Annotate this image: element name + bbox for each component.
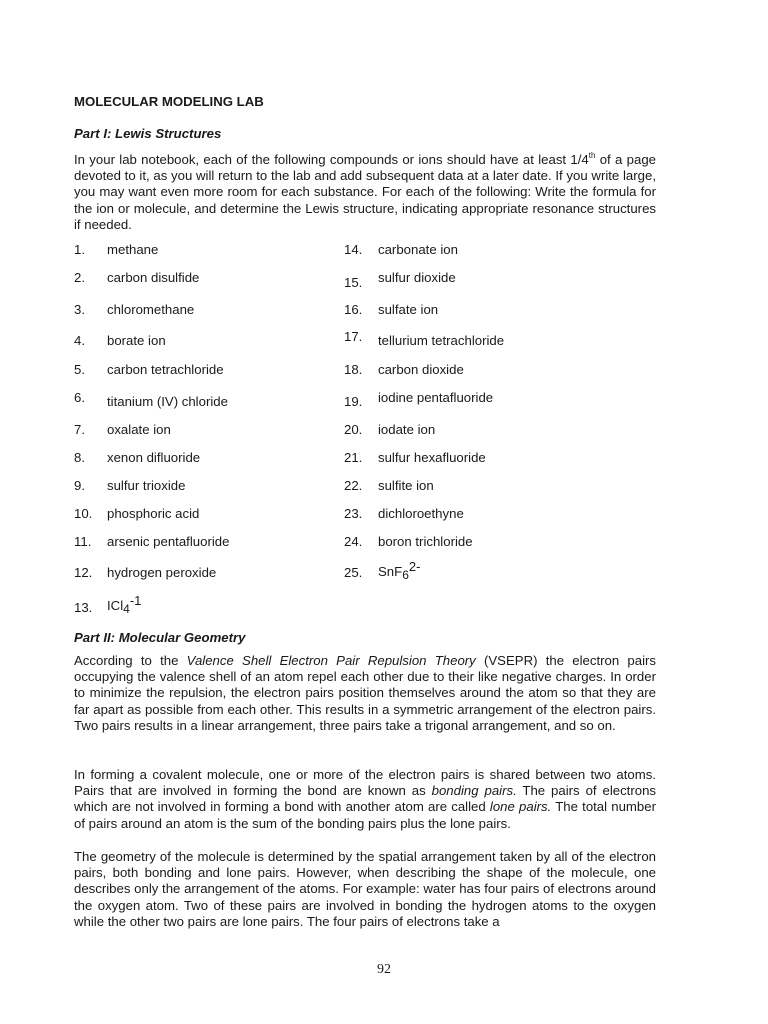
item-number: 3. <box>74 302 85 317</box>
item-number: 14. <box>344 242 363 257</box>
item-number: 17. <box>344 329 363 344</box>
item-number: 22. <box>344 478 363 493</box>
item-number: 25. <box>344 565 363 580</box>
p1-emphasis: Valence Shell Electron Pair Repulsion Theory <box>186 653 476 668</box>
item-label: boron trichloride <box>378 534 473 549</box>
item-label: carbon dioxide <box>378 362 464 377</box>
item-label: carbonate ion <box>378 242 458 257</box>
part1-intro-sup: th <box>588 151 596 160</box>
formula-charge: 2- <box>408 559 421 574</box>
item-label: iodate ion <box>378 422 436 437</box>
part1-heading: Part I: Lewis Structures <box>74 126 222 141</box>
p2-text-a: In forming a covalent molecule, one or more of the electron pairs is shared between two atoms. Pairs that are involved in forming the bond are known as <box>74 767 656 799</box>
item-label: sulfite ion <box>378 478 434 493</box>
item-formula <box>107 593 142 616</box>
item-number: 21. <box>344 450 363 465</box>
item-label: sulfur trioxide <box>107 478 186 493</box>
item-number: 13. <box>74 600 93 615</box>
formula-subscript: 4 <box>123 602 130 616</box>
item-number: 15. <box>344 275 363 290</box>
item-number: 24. <box>344 534 363 549</box>
item-label: borate ion <box>107 333 166 348</box>
item-label: xenon difluoride <box>107 450 201 465</box>
item-number: 18. <box>344 362 363 377</box>
item-label: chloromethane <box>107 302 195 317</box>
item-label: phosphoric acid <box>107 506 200 521</box>
item-number: 11. <box>74 534 92 549</box>
item-number: 6. <box>74 390 85 405</box>
item-label: methane <box>107 242 159 257</box>
item-number: 7. <box>74 422 85 437</box>
p1-text-b: (VSEPR) the electron pairs occupying the valence shell of an atom repel each other due to their like negative charges. In order to minimize the repulsion, the electron pairs position themselves around the atom so that they are far apart as possible from each other. This results in a symmetric arrangement of the electron pairs. Two pairs results in a linear arrangement, three pairs take a trigonal arrangement, and so on. <box>74 653 656 733</box>
item-label: hydrogen peroxide <box>107 565 217 580</box>
item-number: 5. <box>74 362 85 377</box>
item-label: titanium (IV) chloride <box>107 394 228 409</box>
item-number: 19. <box>344 394 363 409</box>
part2-paragraph-3: The geometry of the molecule is determined by the spatial arrangement taken by all of the electron pairs, both bonding and lone pairs. However, when describing the shape of the molecule, one describes only the arrangement of the atoms. For example: water has four pairs of electrons around the oxygen atom. Two of these pairs are involved in bonding the hydrogen atoms to the oxygen while the other two pairs are lone pairs. The four pairs of electrons take a <box>74 849 656 929</box>
item-label: arsenic pentafluoride <box>107 534 230 549</box>
item-number: 8. <box>74 450 85 465</box>
part1-intro-b: of a page devoted to it, as you will return to the lab and add subsequent data at a later date. If you write large, you may want even more room for each substance. For each of the following: Write the formula for the ion or molecule, and determine the Lewis structure, indicating appropriate resonance structures if needed. <box>74 152 656 232</box>
item-number: 10. <box>74 506 93 521</box>
item-formula <box>378 559 421 582</box>
formula-base: SnF <box>378 564 403 579</box>
p1-text-a: According to the <box>74 653 187 668</box>
part2-paragraph-2 <box>74 767 656 832</box>
page-title: MOLECULAR MODELING LAB <box>74 94 264 109</box>
part1-intro-a: In your lab notebook, each of the following compounds or ions should have at least 1/4 <box>74 152 589 167</box>
item-number: 20. <box>344 422 363 437</box>
page-number: 92 <box>377 962 391 977</box>
p2-text-c: The total number of pairs around an atom is the sum of the bonding pairs plus the lone pairs. <box>74 799 656 831</box>
formula-base: ICl <box>107 598 124 613</box>
formula-subscript: 6 <box>402 568 409 582</box>
part2-heading: Part II: Molecular Geometry <box>74 630 246 645</box>
part2-paragraph-1 <box>74 653 656 734</box>
item-label: iodine pentafluoride <box>378 390 494 405</box>
item-label: carbon tetrachloride <box>107 362 224 377</box>
item-number: 16. <box>344 302 363 317</box>
part1-intro <box>74 148 656 233</box>
p2-text-b: The pairs of electrons which are not involved in forming a bond with another atom are called <box>74 783 656 815</box>
item-label: oxalate ion <box>107 422 171 437</box>
item-label: sulfate ion <box>378 302 439 317</box>
item-number: 23. <box>344 506 363 521</box>
p2-emphasis-lone: lone pairs. <box>489 799 552 815</box>
p2-emphasis-bonding: bonding pairs. <box>431 783 517 799</box>
item-label: sulfur hexafluoride <box>378 450 486 465</box>
item-number: 2. <box>74 270 85 285</box>
item-number: 12. <box>74 565 93 580</box>
item-number: 9. <box>74 478 85 493</box>
item-number: 4. <box>74 333 85 348</box>
formula-charge: -1 <box>129 593 142 608</box>
item-label: dichloroethyne <box>378 506 464 521</box>
item-label: sulfur dioxide <box>378 270 456 285</box>
item-label: tellurium tetrachloride <box>378 333 505 348</box>
item-label: carbon disulfide <box>107 270 200 285</box>
item-number: 1. <box>74 242 85 257</box>
